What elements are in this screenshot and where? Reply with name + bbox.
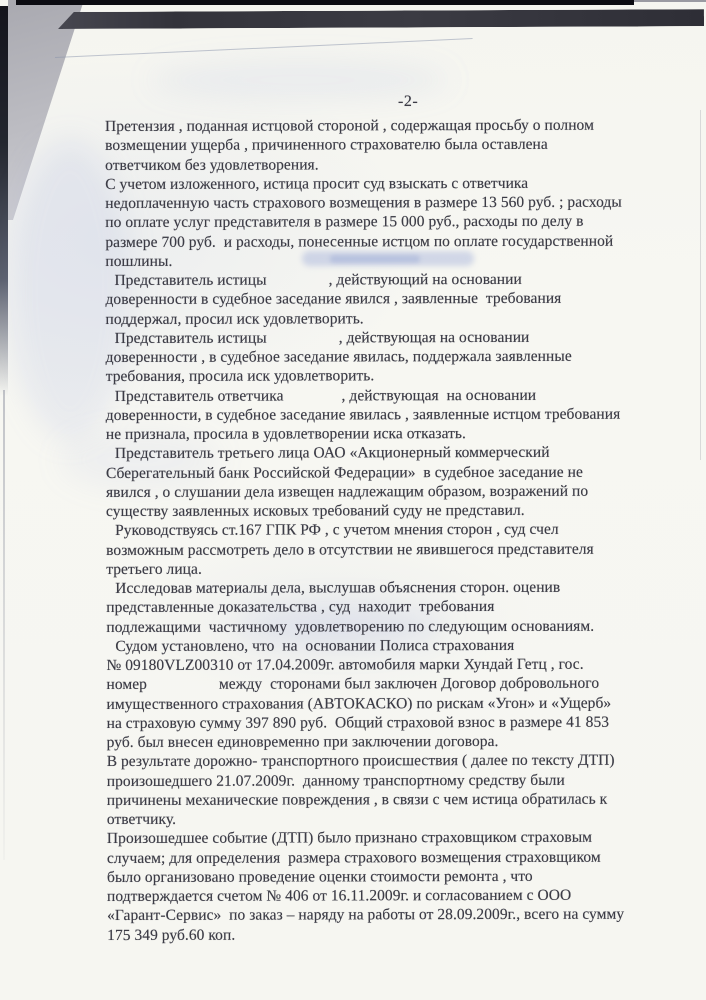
line-text: , действующий на основании <box>328 270 522 289</box>
document-line <box>106 578 666 599</box>
document-line <box>105 154 665 175</box>
document-line <box>106 404 666 425</box>
redaction-gap <box>267 283 329 284</box>
document-line <box>107 905 667 926</box>
line-text: недоплаченную часть страхового возмещения в размере 13 560 руб. ; расходы <box>105 193 622 212</box>
line-text: по оплате услуг представителя в размере 15 000 руб., расходы по делу в <box>105 212 584 232</box>
document-line <box>106 347 666 368</box>
document-line <box>106 674 666 695</box>
line-text: , действующая на основании <box>338 328 530 347</box>
line-text: Руководствуясь ст.167 ГПК РФ , с учетом мнения сторон , суд счел <box>115 521 559 540</box>
line-text: Судом установлено, что на основании Полиса страхования <box>115 636 515 655</box>
document-line <box>107 751 667 772</box>
line-text: требования, просила иск удовлетворить. <box>105 367 375 386</box>
line-text: подлежащими частичному удовлетворению по следующим основаниям. <box>106 617 595 636</box>
document-line <box>106 424 666 445</box>
document-line <box>106 327 666 348</box>
document-line <box>106 366 666 387</box>
line-text: на страховую сумму 397 890 руб. Общий страховой взнос в размере 41 853 <box>106 713 610 732</box>
line-text: третьего лица. <box>106 560 202 578</box>
line-text: возможным рассмотреть дело в отсутствии не явившегося представителя <box>106 540 594 559</box>
page-number: -2- <box>398 93 419 110</box>
document-line <box>105 289 665 310</box>
document-line <box>107 924 667 945</box>
line-text: пошлины. <box>105 252 173 270</box>
redaction-gap <box>147 688 219 689</box>
document-line <box>106 539 666 560</box>
document-line <box>107 789 667 810</box>
document-line <box>106 462 666 483</box>
document-line <box>107 693 667 714</box>
line-text: существу заявленных исковых требований суду не представил. <box>106 501 525 520</box>
redaction-gap <box>267 341 339 342</box>
line-text: доверенности, в судебное заседание явилась , заявленные истцом требования <box>105 405 621 424</box>
document-line <box>107 828 667 849</box>
line-text: Представитель третьего лица ОАО «Акционерный коммерческий <box>114 444 550 463</box>
document-line <box>106 655 666 676</box>
document-lines <box>105 116 667 945</box>
document-line <box>105 135 665 156</box>
document-line <box>105 270 665 291</box>
line-text: поддержал, просил иск удовлетворить. <box>105 309 364 328</box>
document-line <box>107 886 667 907</box>
line-text: было организовано проведение оценки стоимости ремонта , что <box>106 867 533 886</box>
line-text: Исследовав материалы дела, выслушав объяснения сторон. оценив <box>115 578 561 597</box>
line-text: № 09180VLZ00310 от 17.04.2009г. автомобиля марки Хундай Гетц , гос. <box>106 655 584 674</box>
document-line <box>105 116 665 137</box>
line-text: Представитель истицы <box>114 329 267 347</box>
document-line <box>106 558 666 579</box>
document-line <box>105 212 665 233</box>
line-text: возмещении ущерба , причиненного страхователю была оставлена <box>105 136 548 155</box>
line-text: номер <box>106 676 147 694</box>
line-text: руб. был внесен единовременно при заключении договора. <box>106 732 499 751</box>
document-line <box>107 809 667 830</box>
document-line <box>106 616 666 637</box>
document-line <box>106 597 666 618</box>
line-text: размере 700 руб. и расходы, понесенные истцом по оплате государственной <box>105 232 614 251</box>
document-line <box>106 501 666 522</box>
scanner-dark-band <box>58 9 704 29</box>
line-text: Представитель ответчика <box>114 387 284 405</box>
document-line <box>106 635 666 656</box>
scanner-top-edge-right <box>634 0 706 2</box>
line-text: имущественного страхования (АВТОКАСКО) по рискам «Угон» и «Ущерб» <box>106 694 612 713</box>
line-text: Претензия , поданная истцовой стороной , содержащая просьбу о полном <box>105 116 594 135</box>
page-corner-fold <box>0 0 90 220</box>
document-line <box>107 712 667 733</box>
document-line <box>106 481 666 502</box>
document-line <box>107 732 667 753</box>
document-line <box>105 193 665 214</box>
line-text: ответчику. <box>106 810 177 828</box>
line-text: доверенности в судебное заседание явился , заявленные требования <box>105 290 562 309</box>
line-text: Сберегательный банк Российской Федерации» в судебное заседание не <box>105 463 583 482</box>
document-line <box>106 308 666 329</box>
line-text: случаем; для определения размера страхового возмещения страховщиком <box>106 848 601 867</box>
document-line <box>107 770 667 791</box>
document-line <box>106 520 666 541</box>
line-text: ответчиком без удовлетворения. <box>105 155 319 174</box>
document-line <box>106 443 666 464</box>
line-text: , действующая на основании <box>341 386 537 404</box>
line-text: между сторонами был заключен Договор добровольного <box>218 674 600 693</box>
scan-right-edge-line <box>700 110 701 460</box>
scan-scratch-line <box>55 38 473 58</box>
line-text: доверенности , в судебное заседание явилась, поддержала заявленные <box>105 347 572 366</box>
scanner-top-edge <box>16 0 634 5</box>
line-text: подтверждается счетом № 406 от 16.11.2009г. и согласованием с ООО <box>107 886 572 905</box>
redaction-gap <box>284 399 342 400</box>
line-text: представленные доказательства , суд находит требования <box>106 598 495 617</box>
document-line <box>105 173 665 194</box>
scanner-left-edge-shadow <box>0 6 8 396</box>
line-text: произошедшего 21.07.2009г. данному транспортному средству были <box>106 771 565 790</box>
document-line <box>107 866 667 887</box>
document-line <box>106 385 666 406</box>
line-text: Представитель истицы <box>114 271 267 289</box>
line-text: В результате дорожно- транспортного происшествия ( далее по тексту ДТП) <box>106 751 615 771</box>
scanner-left-edge-line <box>3 390 5 860</box>
document-line <box>107 847 667 868</box>
line-text: явился , о слушании дела извещен надлежащим образом, возражений по <box>105 482 589 501</box>
document-line <box>105 231 665 252</box>
line-text: не признала, просила в удовлетворении иска отказать. <box>105 425 466 443</box>
line-text: 175 349 руб.60 коп. <box>107 926 236 944</box>
whiteout-smudge <box>330 255 420 263</box>
line-text: «Гарант-Сервис» по заказ – наряду на работы от 28.09.2009г., всего на сумму <box>107 905 625 925</box>
line-text: причинены механические повреждения , в связи с чем истица обратилась к <box>106 790 608 809</box>
line-text: Произошедшее событие (ДТП) было признано страховщиком страховым <box>106 828 593 848</box>
line-text: С учетом изложенного, истица просит суд взыскать с ответчика <box>105 174 529 193</box>
